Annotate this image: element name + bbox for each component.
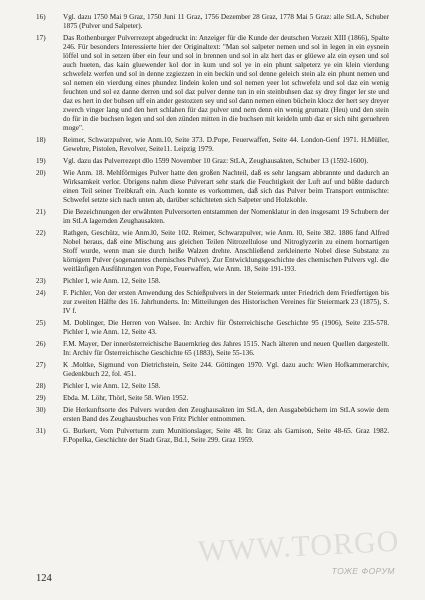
footnote-text: M. Doblinger, Die Herren von Walsee. In: Archiv für Österreichische Geschichte 95 (1906), Seite 235-578. Pichler I, wie Anm. 12, Seite 43. — [63, 319, 389, 336]
footnote-item — [36, 208, 389, 226]
footnote-text: Rathgen, Geschütz, wie Anm.l0, Seite 102. Reimer, Schwarzpulver, wie Anm. l0, Seite 382. 1886 fand Alfred Nobel heraus, daß eine Mischung aus gleichen Teilen Nitrozellulose und Nitroglyzerin zu einem hornartigen Stoff wurde, wenn man sie durch heiße Walzen drehte. Anschließend zerkleinerte Nobel diese Substanz zu körnigem Pulver (sogenanntes chemisches Pulver). Zur Entwicklungsgeschichte des chemischen Pulvers vgl. die weitläufigen Ausführungen von Pope, Feuerwaffen, wie Anm. 18, Seite 191-193. — [63, 229, 389, 273]
footnote-number: 18) — [36, 136, 46, 144]
watermark-logo: WWW.TORGO — [196, 524, 400, 569]
footnote-item — [36, 406, 389, 424]
footnote-text: Pichler I, wie Anm. 12, Seite 158. — [63, 382, 161, 390]
footnote-item — [36, 13, 389, 31]
footnotes-list — [36, 13, 389, 445]
footnote-text: Die Herkunftsorte des Pulvers wurden den Zeughausakten im StLA, den Ausgabebüchern im StLA sowie dem ersten Band des Zeughausbuches von Fritz Pichler entnommen. — [63, 406, 389, 423]
footnote-number: 19) — [36, 157, 46, 165]
footnote-text: Vgl. dazu 1750 Mai 9 Graz, 1750 Juni 11 Graz, 1756 Dezember 28 Graz, 1778 Mai 5 Graz: alle StLA, Schuber 1875 (Pulver und Salpeter). — [63, 13, 389, 30]
footnote-item — [36, 289, 389, 316]
footnote-text: Reimer, Schwarzpulver, wie Anm.10, Seite 373. D.Pope, Feuerwaffen, Seite 44. London-Genf 1971. H.Müller, Gewehre, Pistolen, Revolver, Seite11. Leipzig 1979. — [63, 136, 389, 153]
footnote-text: Wie Anm. 18. Mehlförmiges Pulver hatte den großen Nachteil, daß es sehr langsam abbrannte und dadurch an Wirksamkeit verlor. Übrigens nahm diese Pulverart sehr stark die Feuchtigkeit der Luft auf und büßte dadurch einen Teil seiner Treibkraft ein. Auch konnte es vorkommen, daß sich das Pulver beim Transport entmischte: Schwefel setzte sich nach unten ab, darüber schichteten sich Salpeter und Holzkohle. — [63, 169, 389, 204]
footnote-item — [36, 427, 389, 445]
footnote-item — [36, 229, 389, 274]
footnote-item — [36, 157, 389, 166]
footnote-item — [36, 169, 389, 205]
footnote-text: G. Burkert, Vom Pulverturm zum Munitionslager, Seite 48. In: Graz als Garnison, Seite 48-65. Graz 1982. F.Popelka, Geschichte der Stadt Graz, Bd.1, Seite 299. Graz 1959. — [63, 427, 389, 444]
footnote-text: F. Pichler, Von der ersten Anwendung des Schießpulvers in der Steiermark unter Friedrich dem Friedfertigen bis zur zweiten Hälfte des 16. Jahrhunderts. In: Mitteilungen des Historischen Vereines für Steiermark 23 (1875), S. IV f. — [63, 289, 389, 315]
footnote-number: 29) — [36, 394, 46, 402]
footnote-number: 26) — [36, 340, 46, 348]
footnote-item — [36, 136, 389, 154]
footnote-item — [36, 277, 389, 286]
footnote-number: 30) — [36, 406, 46, 414]
footnote-number: 25) — [36, 319, 46, 327]
footnote-text: Die Bezeichnungen der erwähnten Pulversorten entstammen der Nomenklatur in den insgesamt 19 Schubern der im StLA lagernden Zeughausakten. — [63, 208, 389, 225]
footnote-item — [36, 394, 389, 403]
footnote-item — [36, 382, 389, 391]
footnote-number: 23) — [36, 277, 46, 285]
watermark-caption: ТОЖЕ ФОРУМ — [331, 566, 395, 576]
footnote-number: 27) — [36, 361, 46, 369]
footnote-number: 24) — [36, 289, 46, 297]
footnote-text: Vgl. dazu das Pulverrezept d0o 1599 November 10 Graz: StLA, Zeughausakten, Schuber 13 (1592-1600). — [63, 157, 369, 165]
footnote-item — [36, 319, 389, 337]
footnote-text: K .Moltke, Sigmund von Dietrichstein, Seite 244. Göttingen 1970. Vgl. dazu auch: Wien Hofkammerarchiv, Gedenkbuch 22, fol. 451. — [63, 361, 389, 378]
footnote-text: Pichler I, wie Anm. 12, Seite 158. — [63, 277, 161, 285]
footnote-number: 17) — [36, 34, 46, 42]
footnote-item — [36, 340, 389, 358]
footnote-text: Ebda. M. Löhr, Thörl, Seite 58. Wien 1952. — [63, 394, 189, 402]
page-number: 124 — [36, 573, 52, 584]
footnote-number: 28) — [36, 382, 46, 390]
footnote-text: Das Rothenburger Pulverrezept abgedruckt in: Anzeiger für die Kunde der deutschen Vorzeit XIII (1866), Spalte 246. Für besonders Interessierte hier der Originaltext: "Man sol salpeter nemen und sol in legen in ein eysnein löffel und sol in setzen über ein feur und sol in brennen und sol in alz hert das er glüewe alz ein eysen und sol auch hueten, das kain gluewender kol dor in kum und sol ye in ein phunt salpeterz ye ein klein vierdung schwefelz werfen und sol in denne zzgiezzen in ein beckin und sol denne geleich stein alz ein phunt nemen und sol nemen ein vierdung eines phundez lindein kolen und sol nemen yeer lot schwefelz und sol daz ein wenig feuchten und sol ez danne derren und sol daz pulver denne tun in ein steinbuhsen daz sy drey finger ler ste und daz es hert in der buhsen uff ein ander gestozzen sey und sol dann nemen einen büchein klocz der hert sey dreyer zwerch vinger lang und den hert schlahen für daz pulver und nem denn ein wenig grumatz (Heu) und den stein do für in die buchsen legen und sol den zünden mitten in die buchsen mit keideln umb daz er sich niht geruehren moge". — [63, 34, 389, 132]
footnote-number: 22) — [36, 229, 46, 237]
footnote-number: 21) — [36, 208, 46, 216]
footnote-item — [36, 361, 389, 379]
footnote-text: F.M. Mayer, Der innerösterreichische Bauernkrieg des Jahres 1515. Nach älteren und neuen Quellen dargestellt. In: Archiv für Österreichische Geschichte 65 (1883), Seite 55-136. — [63, 340, 389, 357]
footnote-number: 20) — [36, 169, 46, 177]
footnote-number: 31) — [36, 427, 46, 435]
footnote-number: 16) — [36, 13, 46, 21]
footnote-item — [36, 34, 389, 133]
